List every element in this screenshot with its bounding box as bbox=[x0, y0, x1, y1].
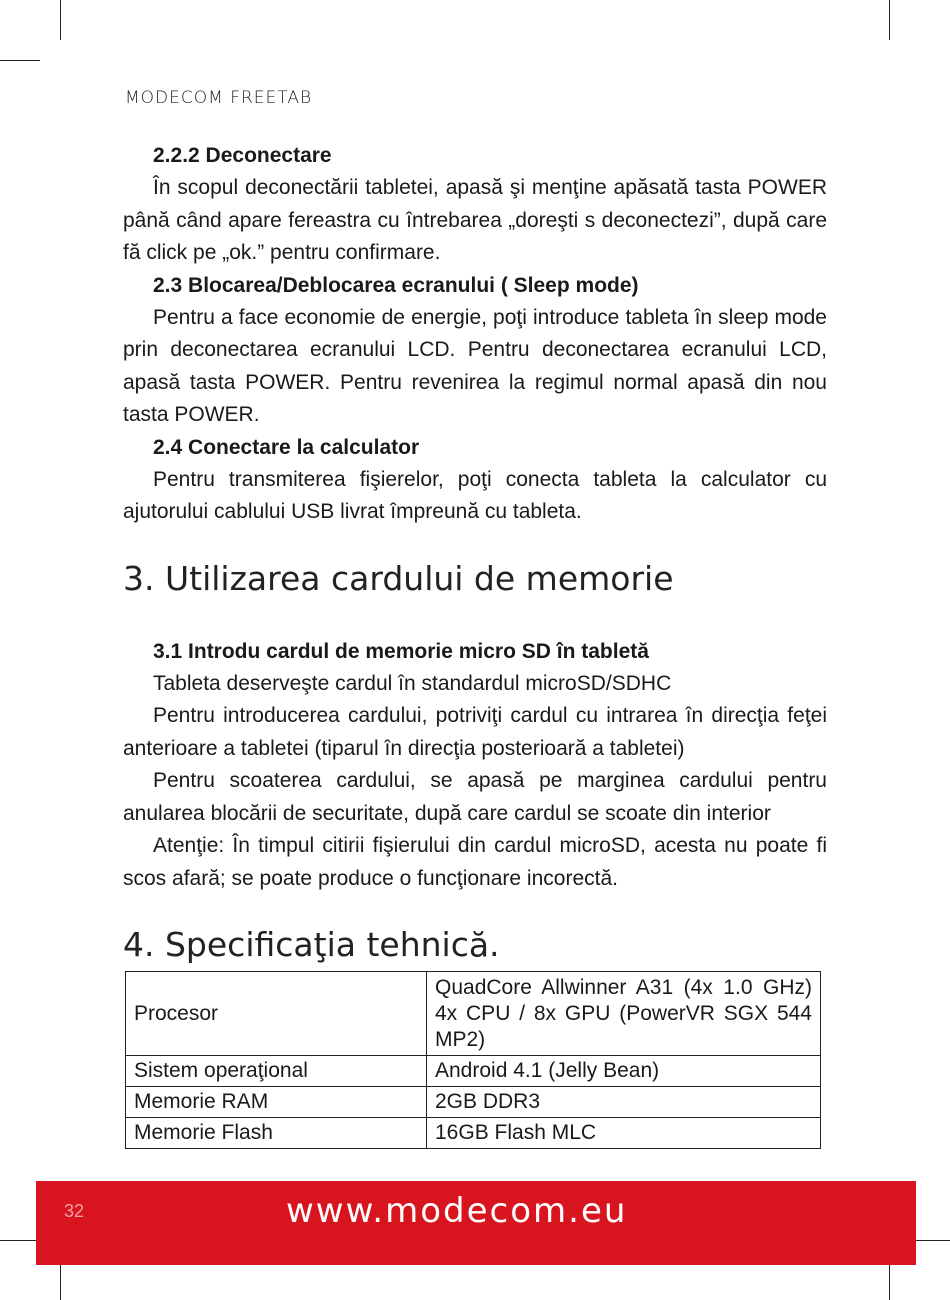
section-4-title: 4. Specificaţia tehnică. bbox=[123, 925, 500, 964]
section-2-3-title: 2.3 Blocarea/Deblocarea ecranului ( Sleep mode) bbox=[153, 273, 639, 297]
section-3-1-title: 3.1 Introdu cardul de memorie micro SD în tabletă bbox=[153, 639, 649, 663]
crop-mark-bottom-left-v bbox=[60, 1262, 61, 1300]
spec-key: Memorie Flash bbox=[126, 1118, 427, 1149]
footer-bar bbox=[36, 1181, 916, 1265]
table-row bbox=[126, 1056, 821, 1087]
section-2-4-title: 2.4 Conectare la calculator bbox=[153, 435, 420, 459]
crop-mark-bottom-right-v bbox=[889, 1262, 890, 1300]
crop-mark-top-left-v bbox=[60, 0, 61, 40]
spec-key: Sistem operaţional bbox=[126, 1056, 427, 1087]
table-row bbox=[126, 1087, 821, 1118]
spec-value: 16GB Flash MLC bbox=[427, 1118, 821, 1149]
section-2-2-2-text: În scopul deconectării tabletei, apasă şi menţine apăsată tasta POWER până când apare fereastra cu întrebarea „doreşti s deconectezi”, după care fă click pe „ok.” pentru confirmare. bbox=[123, 176, 827, 264]
spec-value: QuadCore Allwinner A31 (4x 1.0 GHz) 4x CPU / 8x GPU (PowerVR SGX 544 MP2) bbox=[427, 972, 821, 1056]
crop-mark-top-right-v bbox=[889, 0, 890, 40]
section-2-2-2-title: 2.2.2 Deconectare bbox=[153, 144, 332, 167]
table-row bbox=[126, 972, 821, 1056]
spec-value: Android 4.1 (Jelly Bean) bbox=[427, 1056, 821, 1087]
section-3-title: 3. Utilizarea cardului de memorie bbox=[123, 558, 674, 598]
page-number: 32 bbox=[64, 1201, 85, 1221]
section-2-3-text: Pentru a face economie de energie, poţi introduce tableta în sleep mode prin deconectarea ecranului LCD. Pentru deconectarea ecranului LCD, apasă tasta POWER. Pentru revenirea la regimul normal apasă din nou tasta POWER. bbox=[123, 305, 827, 426]
spec-key: Procesor bbox=[126, 972, 427, 1056]
crop-mark-bottom-right-h bbox=[916, 1240, 950, 1241]
section-2-4-text: Pentru transmiterea fişierelor, poţi conecta tableta la calculator cu ajutorului cablului USB livrat împreună cu tableta. bbox=[123, 467, 827, 523]
spec-key: Memorie RAM bbox=[126, 1087, 427, 1118]
running-header: MODECOM FREETAB bbox=[125, 88, 313, 108]
section-3-1-p4: Atenţie: În timpul citirii fişierului din cardul microSD, acesta nu poate fi scos afară; se poate produce o funcţionare incorectă. bbox=[123, 834, 827, 890]
crop-mark-top-left-h bbox=[0, 60, 40, 61]
crop-mark-bottom-left-h bbox=[0, 1240, 36, 1241]
spec-value: 2GB DDR3 bbox=[427, 1087, 821, 1118]
spec-table bbox=[125, 971, 821, 1149]
section-3-1-p3: Pentru scoaterea cardului, se apasă pe marginea cardului pentru anularea blocării de securitate, după care cardul se scoate din interior bbox=[123, 769, 827, 825]
footer-url[interactable]: www.modecom.eu bbox=[286, 1191, 628, 1231]
page-body bbox=[123, 140, 827, 964]
table-row bbox=[126, 1118, 821, 1149]
section-3-1-p1: Tableta deserveşte cardul în standardul microSD/SDHC bbox=[153, 671, 672, 695]
section-3-1-p2: Pentru introducerea cardului, potriviţi cardul cu intrarea în direcţia feţei anterioare a tabletei (tiparul în direcţia posterioară a tabletei) bbox=[123, 704, 827, 760]
